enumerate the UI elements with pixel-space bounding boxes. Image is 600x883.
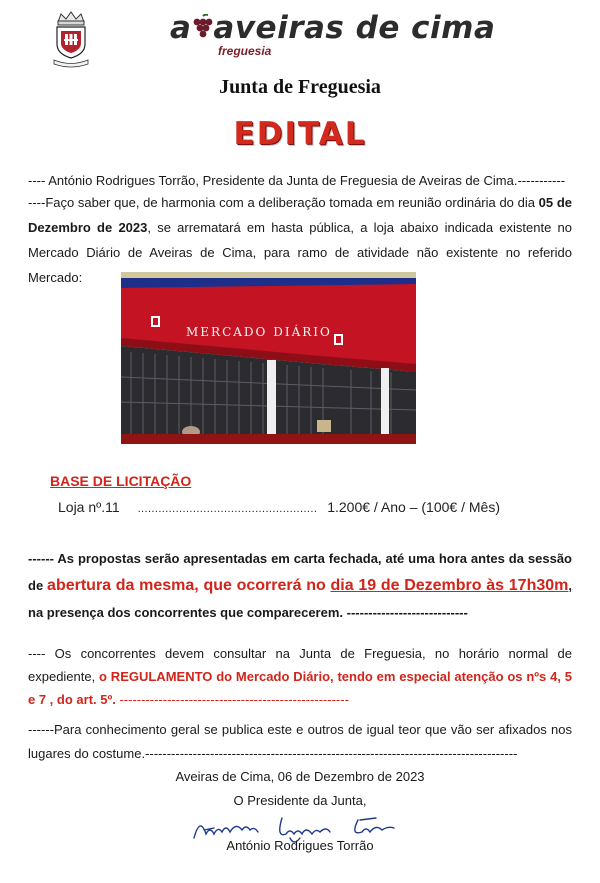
intro-text-b: , se arrematará em hasta pública, a loja abaixo indicada existente no Mercado Diário de Aveiras de Cima, para ramo de atividade não existente no referido Mercado:: [28, 220, 572, 285]
document-title: EDITAL: [233, 116, 367, 152]
intro-text-a: ----Faço saber que, de harmonia com a deliberação tomada em reunião ordinária do dia: [28, 195, 539, 210]
logo-name: aveiras de cima: [213, 10, 496, 46]
logo-subtitle: freguesia: [218, 44, 272, 58]
signatory-name: António Rodrigues Torrão: [226, 838, 374, 853]
bid-item-line: [58, 499, 500, 515]
proposals-text-b: abertura da mesma, que ocorrerá no: [47, 577, 331, 594]
meeting-date: 05 de Dezembro de 2023: [28, 195, 572, 235]
regulation-reference: o REGULAMENTO do Mercado Diário, tendo em especial atenção os nºs 4, 5 e 7 , do art. 5º.: [28, 669, 572, 707]
bid-leader-dots: ....................................................: [137, 503, 318, 515]
session-datetime: dia 19 de Dezembro às 17h30m: [330, 577, 569, 594]
consult-dashes: -----------------------------------------------------: [115, 692, 349, 707]
proposals-text-a: ------ As propostas serão apresentadas em carta fechada, até uma hora antes da sessão de: [28, 551, 572, 593]
bid-base-heading: BASE DE LICITAÇÃO: [50, 473, 192, 489]
consult-paragraph: [28, 642, 572, 711]
intro-line: ---- António Rodrigues Torrão, Presidente da Junta de Freguesia de Aveiras de Cima.-----------: [28, 173, 566, 188]
proposals-text-d: , na presença dos concorrentes que comparecerem. ----------------------------: [28, 578, 572, 620]
parish-logo: a aveiras de cima: [170, 10, 496, 46]
proposals-paragraph: [28, 545, 572, 626]
bid-item: Loja nº.11: [58, 499, 120, 515]
bid-price: 1.200€ / Ano – (100€ / Mês): [327, 499, 500, 515]
coat-of-arms-icon: [48, 10, 94, 68]
consult-text-a: ---- Os concorrentes devem consultar na Junta de Freguesia, no horário normal de expediente,: [28, 646, 572, 684]
signatory-role: O Presidente da Junta,: [233, 793, 367, 808]
market-photo: [121, 272, 416, 444]
place-date: Aveiras de Cima, 06 de Dezembro de 2023: [175, 769, 425, 784]
closing-paragraph: ------Para conhecimento geral se publica este e outros de igual teor que vão ser afixados nos lugares do costume.--------------------------------------------------------------------------------------: [28, 722, 572, 761]
grape-icon: [191, 14, 215, 42]
office-title: Junta de Freguesia: [219, 76, 381, 98]
market-sign-text: MERCADO DIÁRIO: [186, 325, 332, 339]
